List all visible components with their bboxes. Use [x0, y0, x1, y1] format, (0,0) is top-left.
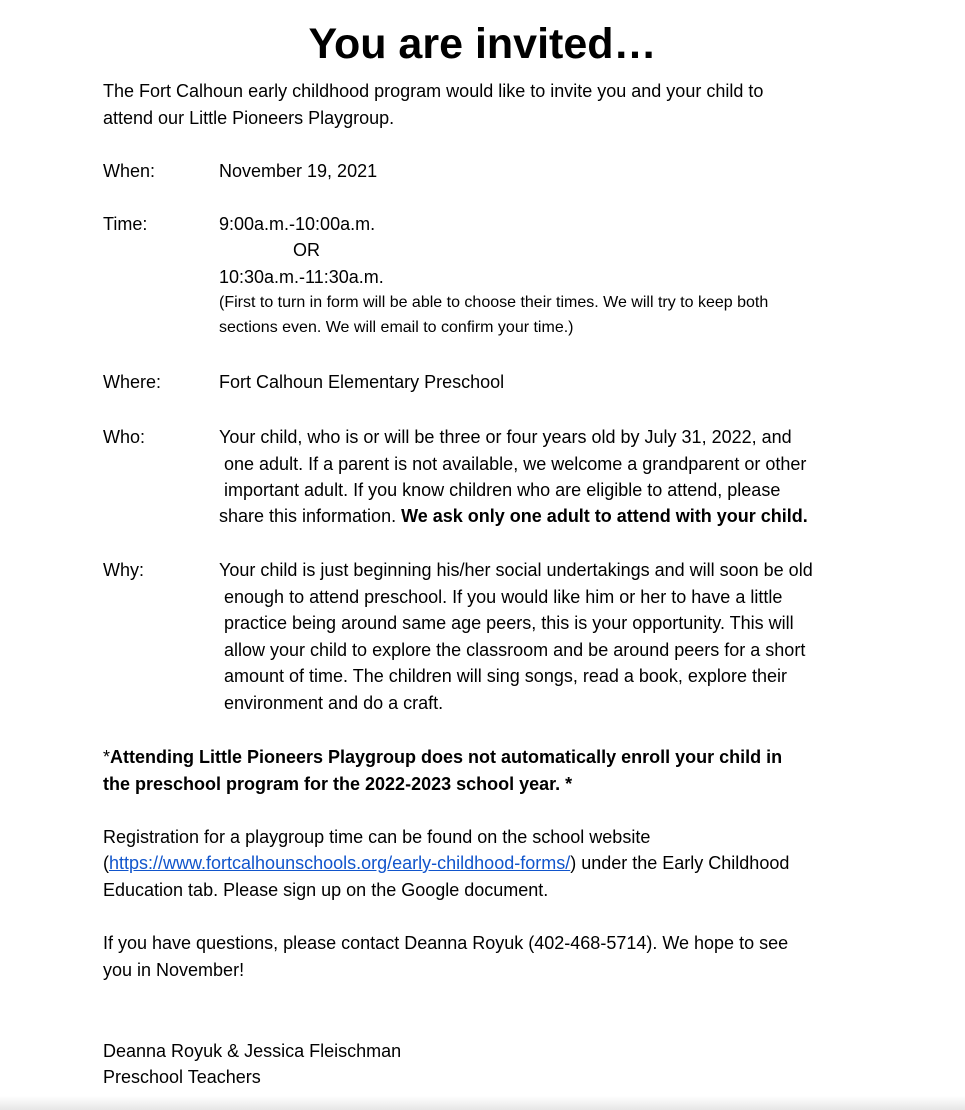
time-label: Time:	[103, 214, 148, 234]
when-value: November 19, 2021	[219, 161, 378, 181]
time-slot-2: 10:30a.m.-11:30a.m.	[219, 267, 384, 287]
why-line-5: amount of time. The children will sing songs, read a book, explore their	[224, 666, 787, 686]
intro-line-2: attend our Little Pioneers Playgroup.	[103, 108, 395, 128]
intro-line-1: The Fort Calhoun early childhood program would like to invite you and your child to	[103, 81, 764, 101]
registration-line-3: Education tab. Please sign up on the Google document.	[103, 880, 549, 900]
time-note-line-2: sections even. We will email to confirm your time.)	[219, 319, 574, 336]
registration-line-2	[103, 850, 789, 876]
time-note-line-1: (First to turn in form will be able to choose their times. We will try to keep both	[219, 294, 769, 311]
who-line-4	[219, 503, 808, 529]
time-slot-1: 9:00a.m.-10:00a.m.	[219, 214, 376, 234]
when-label: When:	[103, 161, 156, 181]
page-title: You are invited…	[308, 20, 657, 68]
registration-after-url: ) under the Early Childhood	[570, 853, 790, 873]
why-line-1: Your child is just beginning his/her social undertakings and will soon be old	[219, 560, 813, 580]
who-line-1: Your child, who is or will be three or four years old by July 31, 2022, and	[219, 427, 792, 447]
where-label: Where:	[103, 372, 162, 392]
who-label: Who:	[103, 427, 146, 447]
who-line-4-plain: share this information.	[219, 506, 402, 526]
disclaimer-line-1	[103, 744, 782, 770]
who-line-4-bold: We ask only one adult to attend with your child.	[401, 506, 808, 526]
where-value: Fort Calhoun Elementary Preschool	[219, 372, 505, 392]
registration-paren-open: (	[103, 853, 109, 873]
contact-line-1: If you have questions, please contact Deanna Royuk (402-468-5714). We hope to see	[103, 933, 789, 953]
page-bottom-edge	[0, 1096, 965, 1110]
disclaimer-text-1: Attending Little Pioneers Playgroup does not automatically enroll your child in	[110, 747, 783, 767]
who-line-3: important adult. If you know children who are eligible to attend, please	[224, 480, 781, 500]
school-website-link[interactable]: https://www.fortcalhounschools.org/early-childhood-forms/	[109, 853, 571, 873]
why-label: Why:	[103, 560, 145, 580]
contact-line-2: you in November!	[103, 960, 245, 980]
disclaimer-line-2: the preschool program for the 2022-2023 school year. *	[103, 774, 573, 794]
who-line-2: one adult. If a parent is not available, we welcome a grandparent or other	[224, 454, 807, 474]
why-line-4: allow your child to explore the classroom and be around peers for a short	[224, 640, 806, 660]
why-line-6: environment and do a craft.	[224, 693, 444, 713]
signature-names: Deanna Royuk & Jessica Fleischman	[103, 1041, 402, 1061]
why-line-2: enough to attend preschool. If you would like him or her to have a little	[224, 587, 783, 607]
time-or: OR	[293, 240, 320, 260]
registration-line-1: Registration for a playgroup time can be found on the school website	[103, 827, 651, 847]
signature-role: Preschool Teachers	[103, 1067, 261, 1087]
disclaimer-asterisk: *	[103, 747, 111, 767]
why-line-3: practice being around same age peers, this is your opportunity. This will	[224, 613, 794, 633]
